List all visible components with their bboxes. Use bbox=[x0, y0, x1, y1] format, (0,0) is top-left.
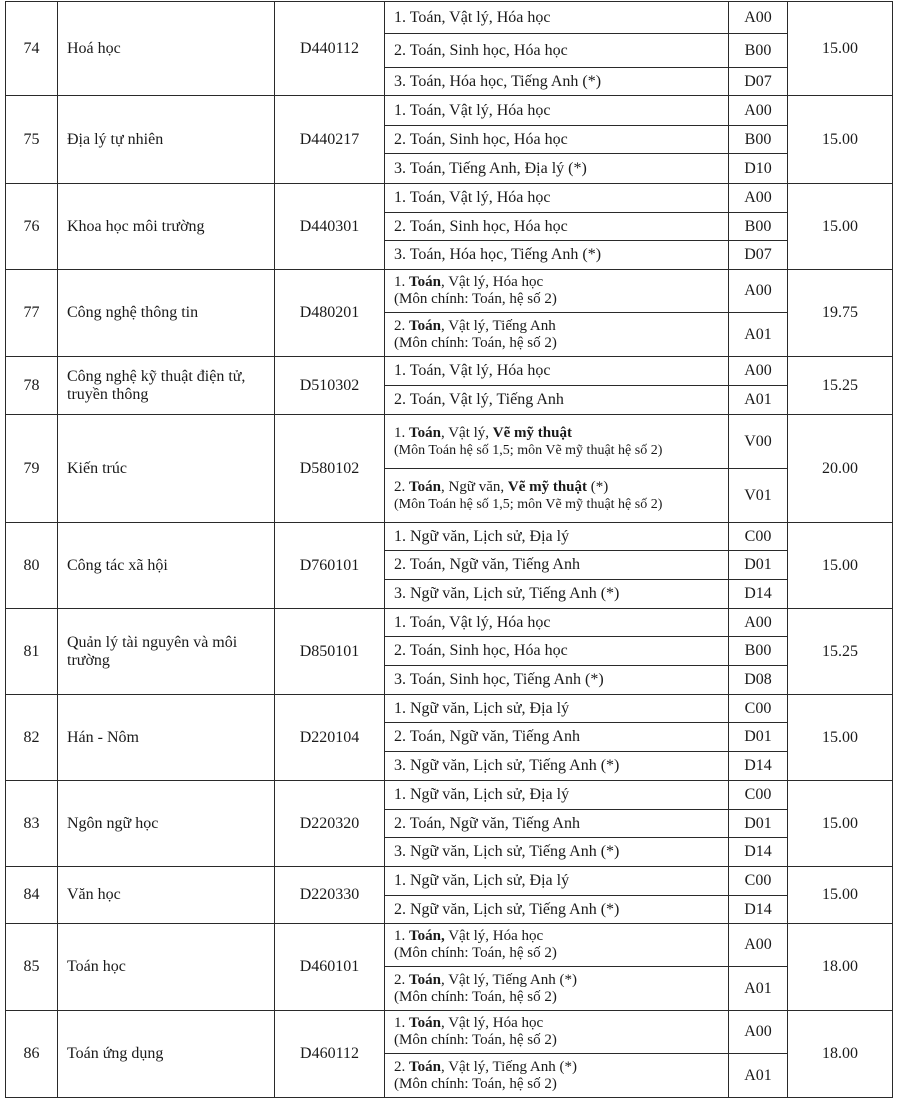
cutoff-score: 15.25 bbox=[788, 609, 893, 695]
major-name: Công nghệ thông tin bbox=[58, 270, 275, 357]
table-row bbox=[6, 609, 893, 637]
block-code: C00 bbox=[729, 781, 788, 810]
cutoff-score: 20.00 bbox=[788, 415, 893, 523]
block-code: D14 bbox=[729, 580, 788, 609]
block-code: B00 bbox=[729, 637, 788, 666]
subject-text: 2. Toán, Ngữ văn, Tiếng Anh bbox=[394, 814, 580, 832]
major-code: D760101 bbox=[275, 523, 385, 609]
combination-subjects bbox=[394, 102, 725, 120]
combination-subjects bbox=[394, 189, 725, 207]
row-number: 76 bbox=[6, 184, 58, 270]
block-code: D08 bbox=[729, 666, 788, 695]
cutoff-score: 15.00 bbox=[788, 2, 893, 96]
subject-text: 2. bbox=[394, 1058, 409, 1075]
subject-combination bbox=[385, 2, 729, 34]
table-row bbox=[6, 415, 893, 469]
cutoff-score: 15.25 bbox=[788, 357, 893, 415]
block-code: A00 bbox=[729, 1011, 788, 1054]
coefficient-note: (Môn chính: Toán, hệ số 2) bbox=[394, 334, 557, 351]
subject-combination bbox=[385, 666, 729, 695]
block-code: D01 bbox=[729, 723, 788, 752]
combination-subjects bbox=[394, 218, 725, 236]
block-code: A01 bbox=[729, 386, 788, 415]
table-row bbox=[6, 1011, 893, 1054]
block-code: C00 bbox=[729, 523, 788, 551]
subject-combination bbox=[385, 1011, 729, 1054]
subject-text: 1. Ngữ văn, Lịch sử, Địa lý bbox=[394, 527, 570, 545]
subject-text: 3. Ngữ văn, Lịch sử, Tiếng Anh (*) bbox=[394, 757, 620, 774]
subject-combination bbox=[385, 523, 729, 551]
emphasized-subject: Toán bbox=[409, 1058, 441, 1075]
subject-combination bbox=[385, 781, 729, 810]
block-code: D07 bbox=[729, 241, 788, 270]
block-code: B00 bbox=[729, 126, 788, 154]
subject-combination bbox=[385, 924, 729, 967]
cutoff-score: 15.00 bbox=[788, 523, 893, 609]
row-number: 82 bbox=[6, 695, 58, 781]
subject-text: , Vật lý, Hóa học bbox=[440, 274, 544, 290]
subject-combination bbox=[385, 896, 729, 924]
table-row bbox=[6, 924, 893, 967]
row-number: 85 bbox=[6, 924, 58, 1011]
subject-combination bbox=[385, 580, 729, 609]
subject-combination bbox=[385, 126, 729, 154]
combination-subjects bbox=[394, 728, 725, 746]
combination-subjects bbox=[394, 901, 725, 919]
combination-subjects bbox=[394, 815, 725, 833]
subject-combination bbox=[385, 213, 729, 241]
subject-text: 3. Toán, Tiếng Anh, Địa lý (*) bbox=[394, 159, 587, 177]
coefficient-note: (Môn Toán hệ số 1,5; môn Vẽ mỹ thuật hệ số 2) bbox=[394, 496, 663, 512]
major-code: D440217 bbox=[275, 96, 385, 184]
subject-combination bbox=[385, 867, 729, 896]
combination-subjects bbox=[394, 318, 725, 335]
combination-subjects bbox=[394, 274, 725, 291]
row-number: 74 bbox=[6, 2, 58, 96]
row-number: 80 bbox=[6, 523, 58, 609]
block-code: D14 bbox=[729, 838, 788, 867]
subject-text: 3. Ngữ văn, Lịch sử, Tiếng Anh (*) bbox=[394, 585, 620, 602]
admission-scores-table bbox=[5, 1, 893, 1098]
combination-subjects bbox=[394, 528, 725, 546]
subject-text: 2. bbox=[394, 478, 409, 495]
major-code: D460101 bbox=[275, 924, 385, 1011]
subject-text: 2. bbox=[394, 317, 409, 334]
combination-subjects bbox=[394, 1059, 725, 1076]
cutoff-score: 15.00 bbox=[788, 184, 893, 270]
coefficient-note: (Môn chính: Toán, hệ số 2) bbox=[394, 1075, 557, 1092]
subject-combination bbox=[385, 415, 729, 469]
emphasized-subject: Toán bbox=[409, 424, 441, 441]
combination-subjects bbox=[394, 391, 725, 409]
major-name: Công nghệ kỹ thuật điện tử, truyền thông bbox=[58, 357, 275, 415]
block-code: D01 bbox=[729, 551, 788, 580]
major-name: Văn học bbox=[58, 867, 275, 924]
subject-text: 1. bbox=[394, 424, 409, 441]
table-row bbox=[6, 695, 893, 723]
block-code: A00 bbox=[729, 184, 788, 213]
subject-combination bbox=[385, 967, 729, 1011]
table-row bbox=[6, 96, 893, 126]
block-code: A00 bbox=[729, 924, 788, 967]
subject-text: 2. Toán, Sinh học, Hóa học bbox=[394, 642, 568, 659]
block-code: B00 bbox=[729, 34, 788, 68]
combination-subjects bbox=[394, 872, 725, 890]
subject-combination bbox=[385, 154, 729, 184]
table-row bbox=[6, 523, 893, 551]
major-name: Toán ứng dụng bbox=[58, 1011, 275, 1098]
major-name: Địa lý tự nhiên bbox=[58, 96, 275, 184]
major-name: Ngôn ngữ học bbox=[58, 781, 275, 867]
emphasized-subject: Toán bbox=[409, 971, 441, 988]
subject-text: 2. Ngữ văn, Lịch sử, Tiếng Anh (*) bbox=[394, 900, 620, 918]
subject-text: 1. bbox=[394, 1015, 409, 1031]
subject-combination bbox=[385, 386, 729, 415]
table-row bbox=[6, 184, 893, 213]
combination-subjects bbox=[394, 972, 725, 989]
coefficient-note: (Môn chính: Toán, hệ số 2) bbox=[394, 988, 557, 1005]
combination-subjects bbox=[394, 585, 725, 603]
major-code: D850101 bbox=[275, 609, 385, 695]
combination-subjects bbox=[394, 700, 725, 718]
block-code: A00 bbox=[729, 270, 788, 313]
major-code: D220104 bbox=[275, 695, 385, 781]
block-code: A00 bbox=[729, 609, 788, 637]
subject-combination bbox=[385, 357, 729, 386]
cutoff-score: 15.00 bbox=[788, 781, 893, 867]
combination-subjects bbox=[394, 160, 725, 178]
emphasized-subject: Vẽ mỹ thuật bbox=[507, 478, 588, 495]
combination-subjects bbox=[394, 614, 725, 632]
block-code: A00 bbox=[729, 96, 788, 126]
block-code: A00 bbox=[729, 2, 788, 34]
coefficient-note: (Môn chính: Toán, hệ số 2) bbox=[394, 945, 557, 961]
combination-subjects bbox=[394, 479, 725, 496]
row-number: 78 bbox=[6, 357, 58, 415]
combination-subjects bbox=[394, 928, 725, 945]
block-code: A00 bbox=[729, 357, 788, 386]
table-row bbox=[6, 867, 893, 896]
row-number: 81 bbox=[6, 609, 58, 695]
subject-text: , Vật lý, bbox=[440, 424, 493, 441]
row-number: 86 bbox=[6, 1011, 58, 1098]
subject-text: 1. Toán, Vật lý, Hóa học bbox=[394, 8, 551, 26]
subject-combination bbox=[385, 34, 729, 68]
cutoff-score: 15.00 bbox=[788, 867, 893, 924]
major-code: D440301 bbox=[275, 184, 385, 270]
subject-text: (*) bbox=[587, 478, 609, 495]
subject-combination bbox=[385, 68, 729, 96]
major-name: Công tác xã hội bbox=[58, 523, 275, 609]
combination-subjects bbox=[394, 671, 725, 689]
block-code: V01 bbox=[729, 469, 788, 523]
combination-subjects bbox=[394, 246, 725, 264]
combination-subjects bbox=[394, 9, 725, 27]
block-code: D14 bbox=[729, 752, 788, 781]
block-code: D10 bbox=[729, 154, 788, 184]
block-code: C00 bbox=[729, 695, 788, 723]
subject-text: 2. Toán, Sinh học, Hóa học bbox=[394, 217, 568, 235]
subject-text: 3. Toán, Sinh học, Tiếng Anh (*) bbox=[394, 671, 604, 688]
subject-combination bbox=[385, 184, 729, 213]
row-number: 83 bbox=[6, 781, 58, 867]
combination-subjects bbox=[394, 642, 725, 660]
block-code: C00 bbox=[729, 867, 788, 896]
combination-subjects bbox=[394, 556, 725, 574]
subject-text: 2. bbox=[394, 971, 409, 988]
combination-subjects bbox=[394, 131, 725, 149]
block-code: V00 bbox=[729, 415, 788, 469]
emphasized-subject: Toán bbox=[409, 317, 441, 334]
emphasized-subject: Toán bbox=[409, 1015, 441, 1031]
major-code: D580102 bbox=[275, 415, 385, 523]
subject-text: , Vật lý, Hóa học bbox=[440, 1015, 544, 1031]
cutoff-score: 18.00 bbox=[788, 1011, 893, 1098]
subject-text: , Ngữ văn, bbox=[440, 478, 508, 495]
subject-text: 2. Toán, Vật lý, Tiếng Anh bbox=[394, 391, 564, 408]
subject-combination bbox=[385, 752, 729, 781]
subject-combination bbox=[385, 723, 729, 752]
subject-text: 1. Ngữ văn, Lịch sử, Địa lý bbox=[394, 786, 570, 803]
cutoff-score: 15.00 bbox=[788, 96, 893, 184]
subject-text: , Vật lý, Tiếng Anh (*) bbox=[440, 971, 577, 988]
subject-text: 2. Toán, Ngữ văn, Tiếng Anh bbox=[394, 556, 580, 573]
row-number: 79 bbox=[6, 415, 58, 523]
major-code: D220330 bbox=[275, 867, 385, 924]
subject-text: 1. Toán, Vật lý, Hóa học bbox=[394, 101, 551, 119]
subject-text: Vật lý, Hóa học bbox=[444, 928, 544, 944]
cutoff-score: 18.00 bbox=[788, 924, 893, 1011]
subject-text: 1. Toán, Vật lý, Hóa học bbox=[394, 189, 551, 206]
emphasized-subject: Toán bbox=[409, 274, 441, 290]
combination-subjects bbox=[394, 362, 725, 380]
coefficient-note: (Môn chính: Toán, hệ số 2) bbox=[394, 291, 557, 307]
coefficient-note: (Môn Toán hệ số 1,5; môn Vẽ mỹ thuật hệ số 2) bbox=[394, 442, 663, 458]
block-code: A01 bbox=[729, 967, 788, 1011]
block-code: D07 bbox=[729, 68, 788, 96]
subject-text: 1. bbox=[394, 928, 409, 944]
block-code: A01 bbox=[729, 1054, 788, 1098]
subject-text: 1. Ngữ văn, Lịch sử, Địa lý bbox=[394, 699, 570, 717]
major-name: Khoa học môi trường bbox=[58, 184, 275, 270]
subject-text: 2. Toán, Ngữ văn, Tiếng Anh bbox=[394, 728, 580, 745]
combination-subjects bbox=[394, 757, 725, 775]
cutoff-score: 15.00 bbox=[788, 695, 893, 781]
major-name: Kiến trúc bbox=[58, 415, 275, 523]
row-number: 77 bbox=[6, 270, 58, 357]
coefficient-note: (Môn chính: Toán, hệ số 2) bbox=[394, 1032, 557, 1048]
major-code: D440112 bbox=[275, 2, 385, 96]
major-name: Quản lý tài nguyên và môi trường bbox=[58, 609, 275, 695]
emphasized-subject: Toán bbox=[409, 478, 441, 495]
row-number: 75 bbox=[6, 96, 58, 184]
subject-text: , Vật lý, Tiếng Anh (*) bbox=[440, 1058, 577, 1075]
combination-subjects bbox=[394, 786, 725, 804]
row-number: 84 bbox=[6, 867, 58, 924]
major-code: D460112 bbox=[275, 1011, 385, 1098]
table-row bbox=[6, 357, 893, 386]
combination-subjects bbox=[394, 1015, 725, 1032]
subject-combination bbox=[385, 838, 729, 867]
table-row bbox=[6, 781, 893, 810]
subject-text: 2. Toán, Sinh học, Hóa học bbox=[394, 41, 568, 59]
combination-subjects bbox=[394, 843, 725, 861]
emphasized-subject: Toán, bbox=[409, 928, 445, 944]
subject-text: 1. Ngữ văn, Lịch sử, Địa lý bbox=[394, 872, 570, 889]
block-code: A01 bbox=[729, 313, 788, 357]
major-name: Hán - Nôm bbox=[58, 695, 275, 781]
subject-text: , Vật lý, Tiếng Anh bbox=[440, 317, 556, 334]
subject-combination bbox=[385, 810, 729, 838]
major-code: D510302 bbox=[275, 357, 385, 415]
table-row bbox=[6, 270, 893, 313]
subject-text: 1. Toán, Vật lý, Hóa học bbox=[394, 362, 551, 379]
major-code: D480201 bbox=[275, 270, 385, 357]
subject-text: 1. Toán, Vật lý, Hóa học bbox=[394, 613, 551, 631]
subject-combination bbox=[385, 96, 729, 126]
subject-combination bbox=[385, 313, 729, 357]
block-code: D01 bbox=[729, 810, 788, 838]
major-name: Hoá học bbox=[58, 2, 275, 96]
combination-subjects bbox=[394, 73, 725, 91]
combination-subjects bbox=[394, 42, 725, 60]
table-body bbox=[6, 2, 893, 1098]
subject-combination bbox=[385, 241, 729, 270]
combination-subjects bbox=[394, 425, 725, 442]
subject-combination bbox=[385, 695, 729, 723]
subject-combination bbox=[385, 270, 729, 313]
subject-combination bbox=[385, 469, 729, 523]
subject-text: 3. Toán, Hóa học, Tiếng Anh (*) bbox=[394, 72, 602, 90]
subject-text: 2. Toán, Sinh học, Hóa học bbox=[394, 130, 568, 148]
subject-combination bbox=[385, 609, 729, 637]
block-code: B00 bbox=[729, 213, 788, 241]
major-code: D220320 bbox=[275, 781, 385, 867]
major-name: Toán học bbox=[58, 924, 275, 1011]
block-code: D14 bbox=[729, 896, 788, 924]
subject-text: 3. Toán, Hóa học, Tiếng Anh (*) bbox=[394, 246, 602, 263]
cutoff-score: 19.75 bbox=[788, 270, 893, 357]
subject-combination bbox=[385, 551, 729, 580]
subject-text: 3. Ngữ văn, Lịch sử, Tiếng Anh (*) bbox=[394, 843, 620, 860]
subject-text: 1. bbox=[394, 274, 409, 290]
subject-combination bbox=[385, 1054, 729, 1098]
subject-combination bbox=[385, 637, 729, 666]
table-row bbox=[6, 2, 893, 34]
emphasized-subject: Vẽ mỹ thuật bbox=[492, 424, 572, 441]
